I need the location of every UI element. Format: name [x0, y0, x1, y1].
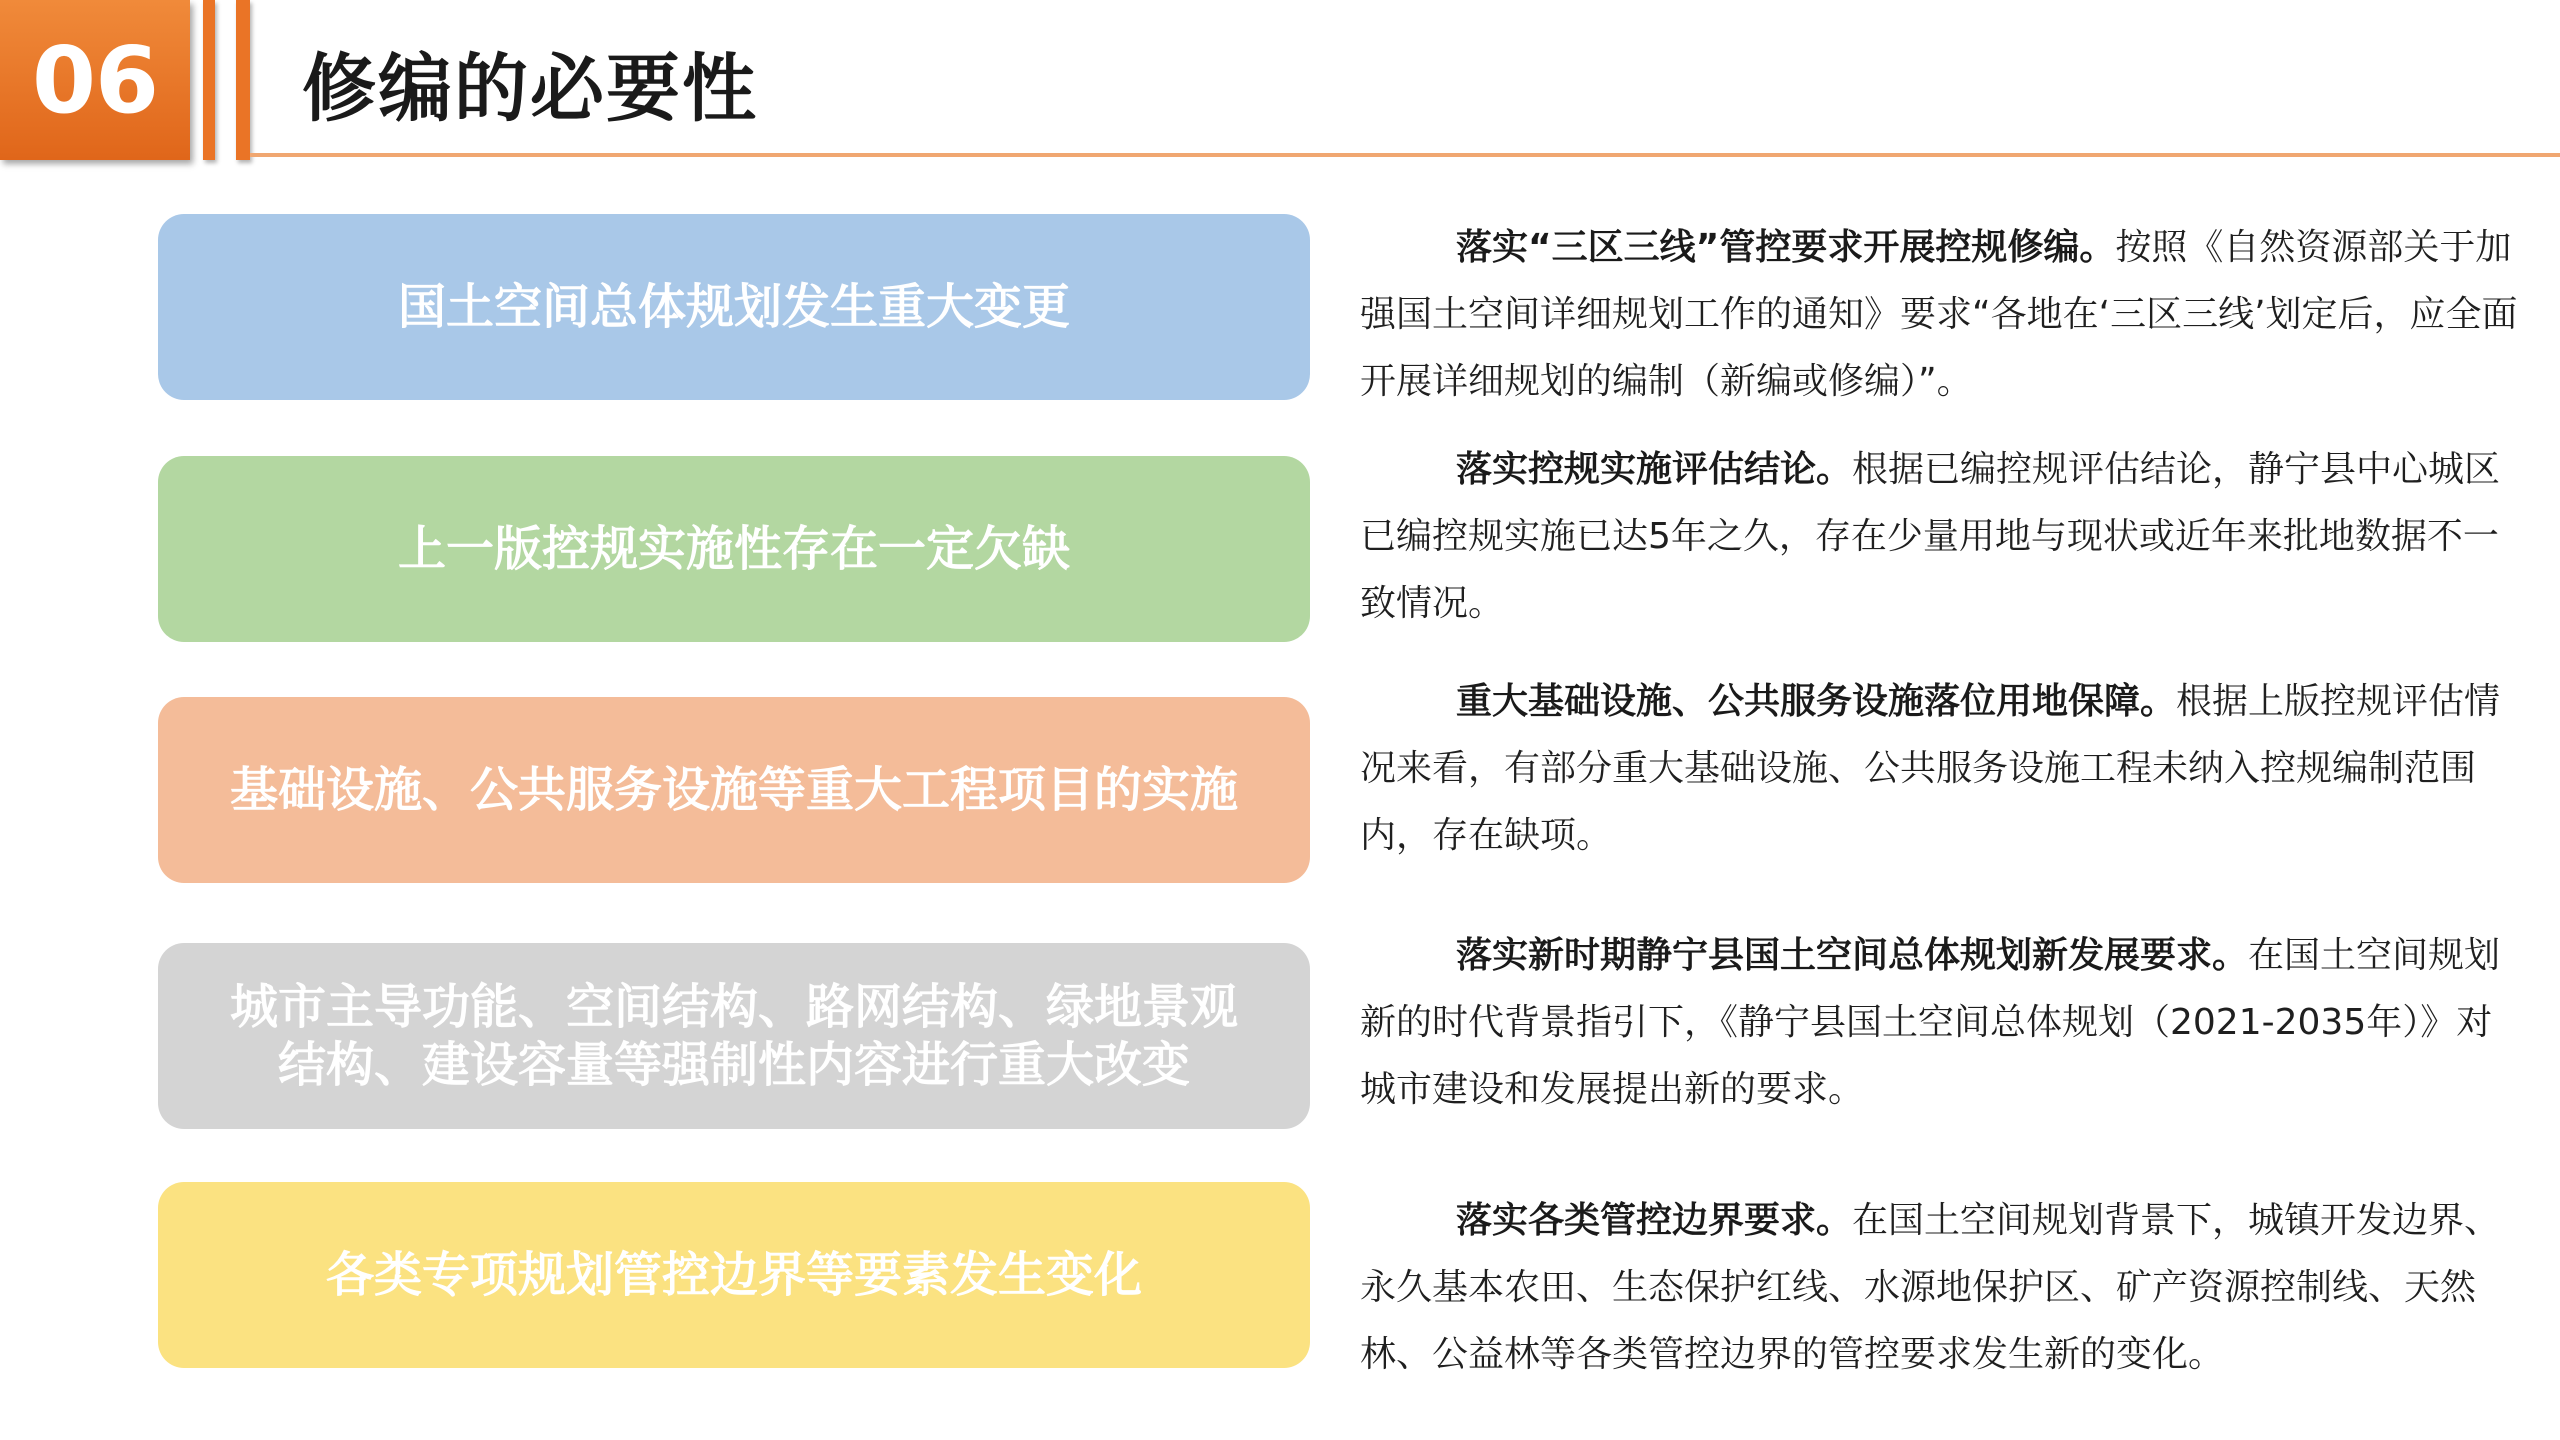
reason-pill-4 [158, 943, 1310, 1129]
reason-pill-5 [158, 1182, 1310, 1368]
section-number: 06 [31, 26, 159, 134]
explanation-4-heading: 落实新时期静宁县国土空间总体规划新发展要求。 [1456, 935, 2249, 976]
explanation-2-heading: 落实控规实施评估结论。 [1456, 449, 1853, 490]
title-underline [250, 153, 2560, 157]
explanation-paragraph-4 [1360, 922, 2520, 1123]
explanation-4-body: 在国土空间规划新的时代背景指引下，《静宁县国土空间总体规划（2021-2035年）》对城市建设和发展提出新的要求。 [1360, 935, 2501, 1110]
reason-pill-3 [158, 697, 1310, 883]
explanation-5-body: 在国土空间规划背景下，城镇开发边界、永久基本农田、生态保护红线、水源地保护区、矿产资源控制线、天然林、公益林等各类管控边界的管控要求发生新的变化。 [1360, 1200, 2501, 1375]
explanation-paragraph-1 [1360, 214, 2520, 415]
explanation-1-body: 按照《自然资源部关于加强国土空间详细规划工作的通知》要求“各地在‘三区三线’划定后，应全面开展详细规划的编制（新编或修编）”。 [1360, 227, 2518, 402]
explanation-2-body: 根据已编控规评估结论，静宁县中心城区已编控规实施已达5年之久，存在少量用地与现状或近年来批地数据不一致情况。 [1360, 449, 2501, 624]
explanation-paragraph-5 [1360, 1187, 2520, 1388]
accent-bar-2 [236, 0, 250, 160]
explanation-3-heading: 重大基础设施、公共服务设施落位用地保障。 [1456, 681, 2177, 722]
section-number-badge [0, 0, 190, 160]
explanation-5-heading: 落实各类管控边界要求。 [1456, 1200, 1853, 1241]
reason-pill-2 [158, 456, 1310, 642]
reason-pill-1-label: 国土空间总体规划发生重大变更 [397, 279, 1070, 335]
reason-pill-5-label: 各类专项规划管控边界等要素发生变化 [325, 1247, 1142, 1303]
accent-bar-1 [203, 0, 215, 160]
reason-pill-2-label: 上一版控规实施性存在一定欠缺 [397, 521, 1070, 577]
reason-pill-4-label: 城市主导功能、空间结构、路网结构、绿地景观结构、建设容量等强制性内容进行重大改变 [229, 979, 1238, 1093]
explanation-3-body: 根据上版控规评估情况来看，有部分重大基础设施、公共服务设施工程未纳入控规编制范围内，存在缺项。 [1360, 681, 2501, 856]
explanation-paragraph-2 [1360, 436, 2520, 637]
explanation-1-heading: 落实“三区三线”管控要求开展控规修编。 [1456, 227, 2116, 268]
explanation-paragraph-3 [1360, 668, 2520, 869]
page-title: 修编的必要性 [302, 46, 758, 132]
reason-pill-3-label: 基础设施、公共服务设施等重大工程项目的实施 [229, 762, 1238, 818]
reason-pill-1 [158, 214, 1310, 400]
